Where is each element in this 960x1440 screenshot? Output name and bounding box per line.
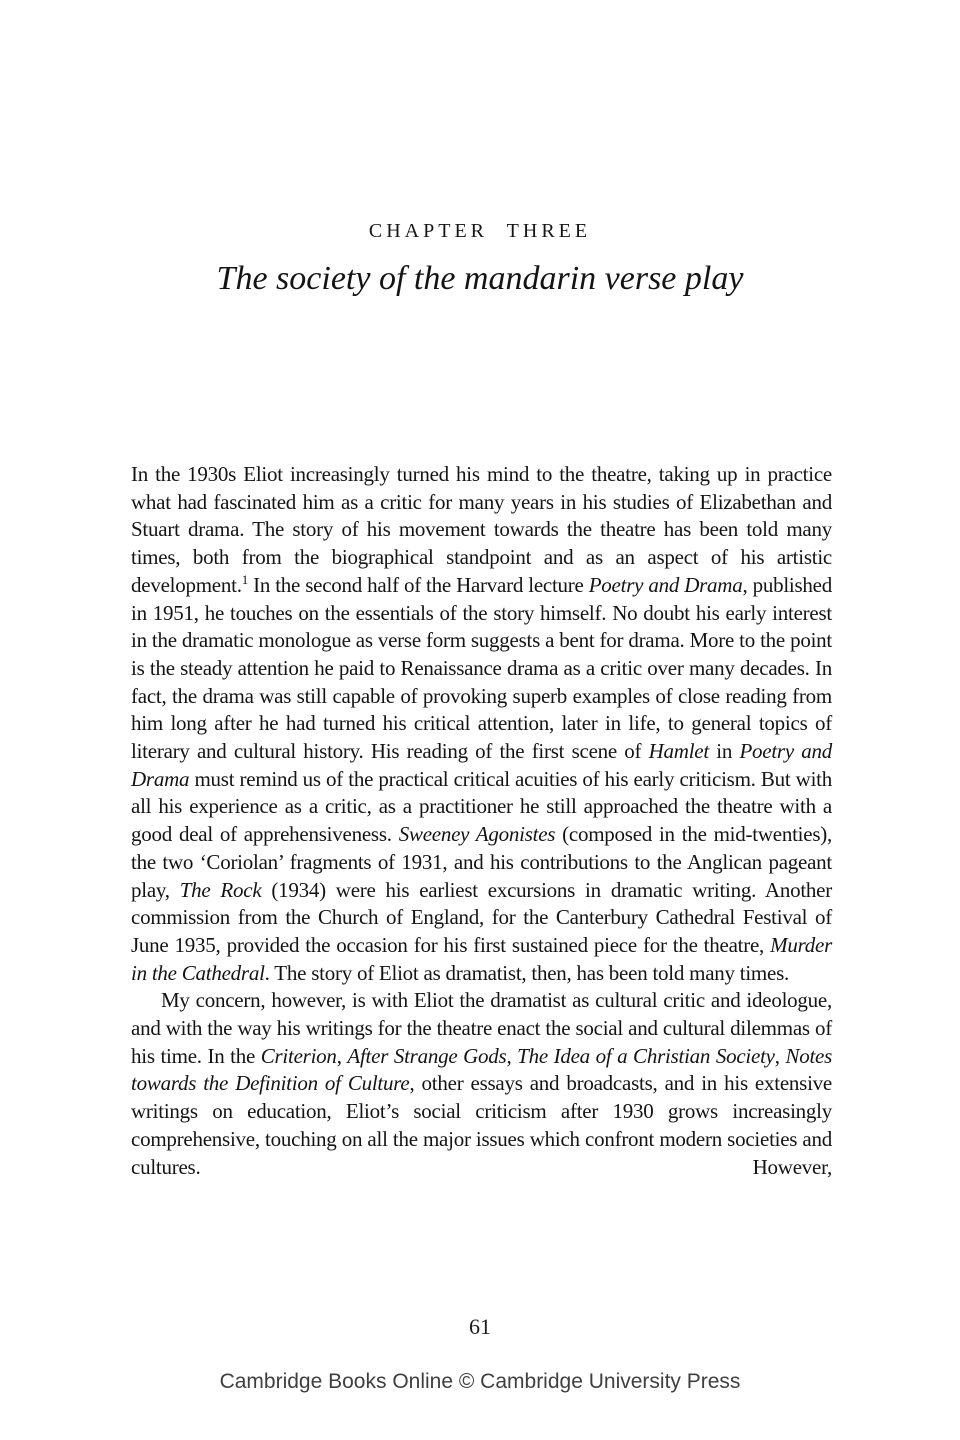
paragraph: [131, 987, 832, 1181]
text-segment: Poetry and Drama: [131, 739, 832, 791]
text-segment: Sweeney Agonistes: [398, 822, 556, 847]
text-segment: (composed in the mid-twenties), the two ‘Coriolan’ fragments of 1931, and his contributions to the Anglican pageant play,: [131, 822, 832, 902]
chapter-heading: CHAPTER THREE: [368, 220, 592, 242]
text-segment: , published in 1951, he touches on the essentials of the story himself. No doubt his early interest in the dramatic monologue as verse form suggests a bent for drama. More to the point is the steady attention he paid to Renaissance drama as a critic over many decades. In fact, the drama was still capable of provoking superb examples of close reading from him long after he had turned his critical attention, later in life, to general topics of literary and cultural history. His reading of the first scene of: [131, 572, 832, 764]
text-segment: The Idea of a Christian Society: [517, 1043, 775, 1068]
text-segment: , other essays and broadcasts, and in his extensive writings on education, Eliot’s social criticism after 1930 grows increasingly comprehensive, touching on all the major issues which confront modern societies and cultures. However,: [131, 1071, 832, 1179]
text-segment: ,: [774, 1043, 786, 1068]
text-segment: ,: [506, 1043, 518, 1068]
footnote-marker: 1: [241, 571, 248, 587]
text-segment: Notes towards the Definition of Culture: [131, 1043, 833, 1096]
footer-credit: Cambridge Books Online © Cambridge University Press: [219, 1370, 741, 1393]
text-segment: Murder in the Cathedral: [131, 932, 832, 985]
text-segment: (1934) were his earliest excursions in dramatic writing. Another commission from the Church of England, for the Canterbury Cathedral Festival of June 1935, provided the occasion for his first sustained piece for the theatre,: [131, 877, 832, 957]
body-text: [131, 461, 832, 1181]
text-segment: Criterion: [260, 1043, 337, 1068]
text-segment: in: [708, 739, 740, 764]
paragraph: [131, 461, 832, 987]
text-segment: After Strange Gods: [347, 1043, 507, 1068]
text-segment: ,: [336, 1043, 348, 1068]
text-segment: must remind us of the practical critical acuities of his early criticism. But with all his experience as a critic, as a practitioner he still approached the theatre with a good deal of apprehensiveness.: [131, 766, 832, 847]
text-segment: In the second half of the Harvard lecture: [247, 572, 589, 597]
text-segment: Poetry and Drama: [588, 572, 743, 597]
page-number: 61: [469, 1314, 491, 1339]
text-segment: The Rock: [179, 877, 262, 902]
chapter-title: The society of the mandarin verse play: [216, 260, 744, 297]
text-segment: Hamlet: [648, 739, 709, 764]
text-segment: In the 1930s Eliot increasingly turned his mind to the theatre, taking up in practice what had fascinated him as a critic for many years in his studies of Elizabethan and Stuart drama. The story of his movement towards the theatre has been told many times, both from the biographical standpoint and as an aspect of his artistic development.: [131, 462, 832, 597]
text-segment: My concern, however, is with Eliot the dramatist as cultural critic and ideologue, and with the way his writings for the theatre enact the social and cultural dilemmas of his time. In the: [131, 988, 832, 1068]
text-segment: . The story of Eliot as dramatist, then, has been told many times.: [264, 960, 790, 985]
